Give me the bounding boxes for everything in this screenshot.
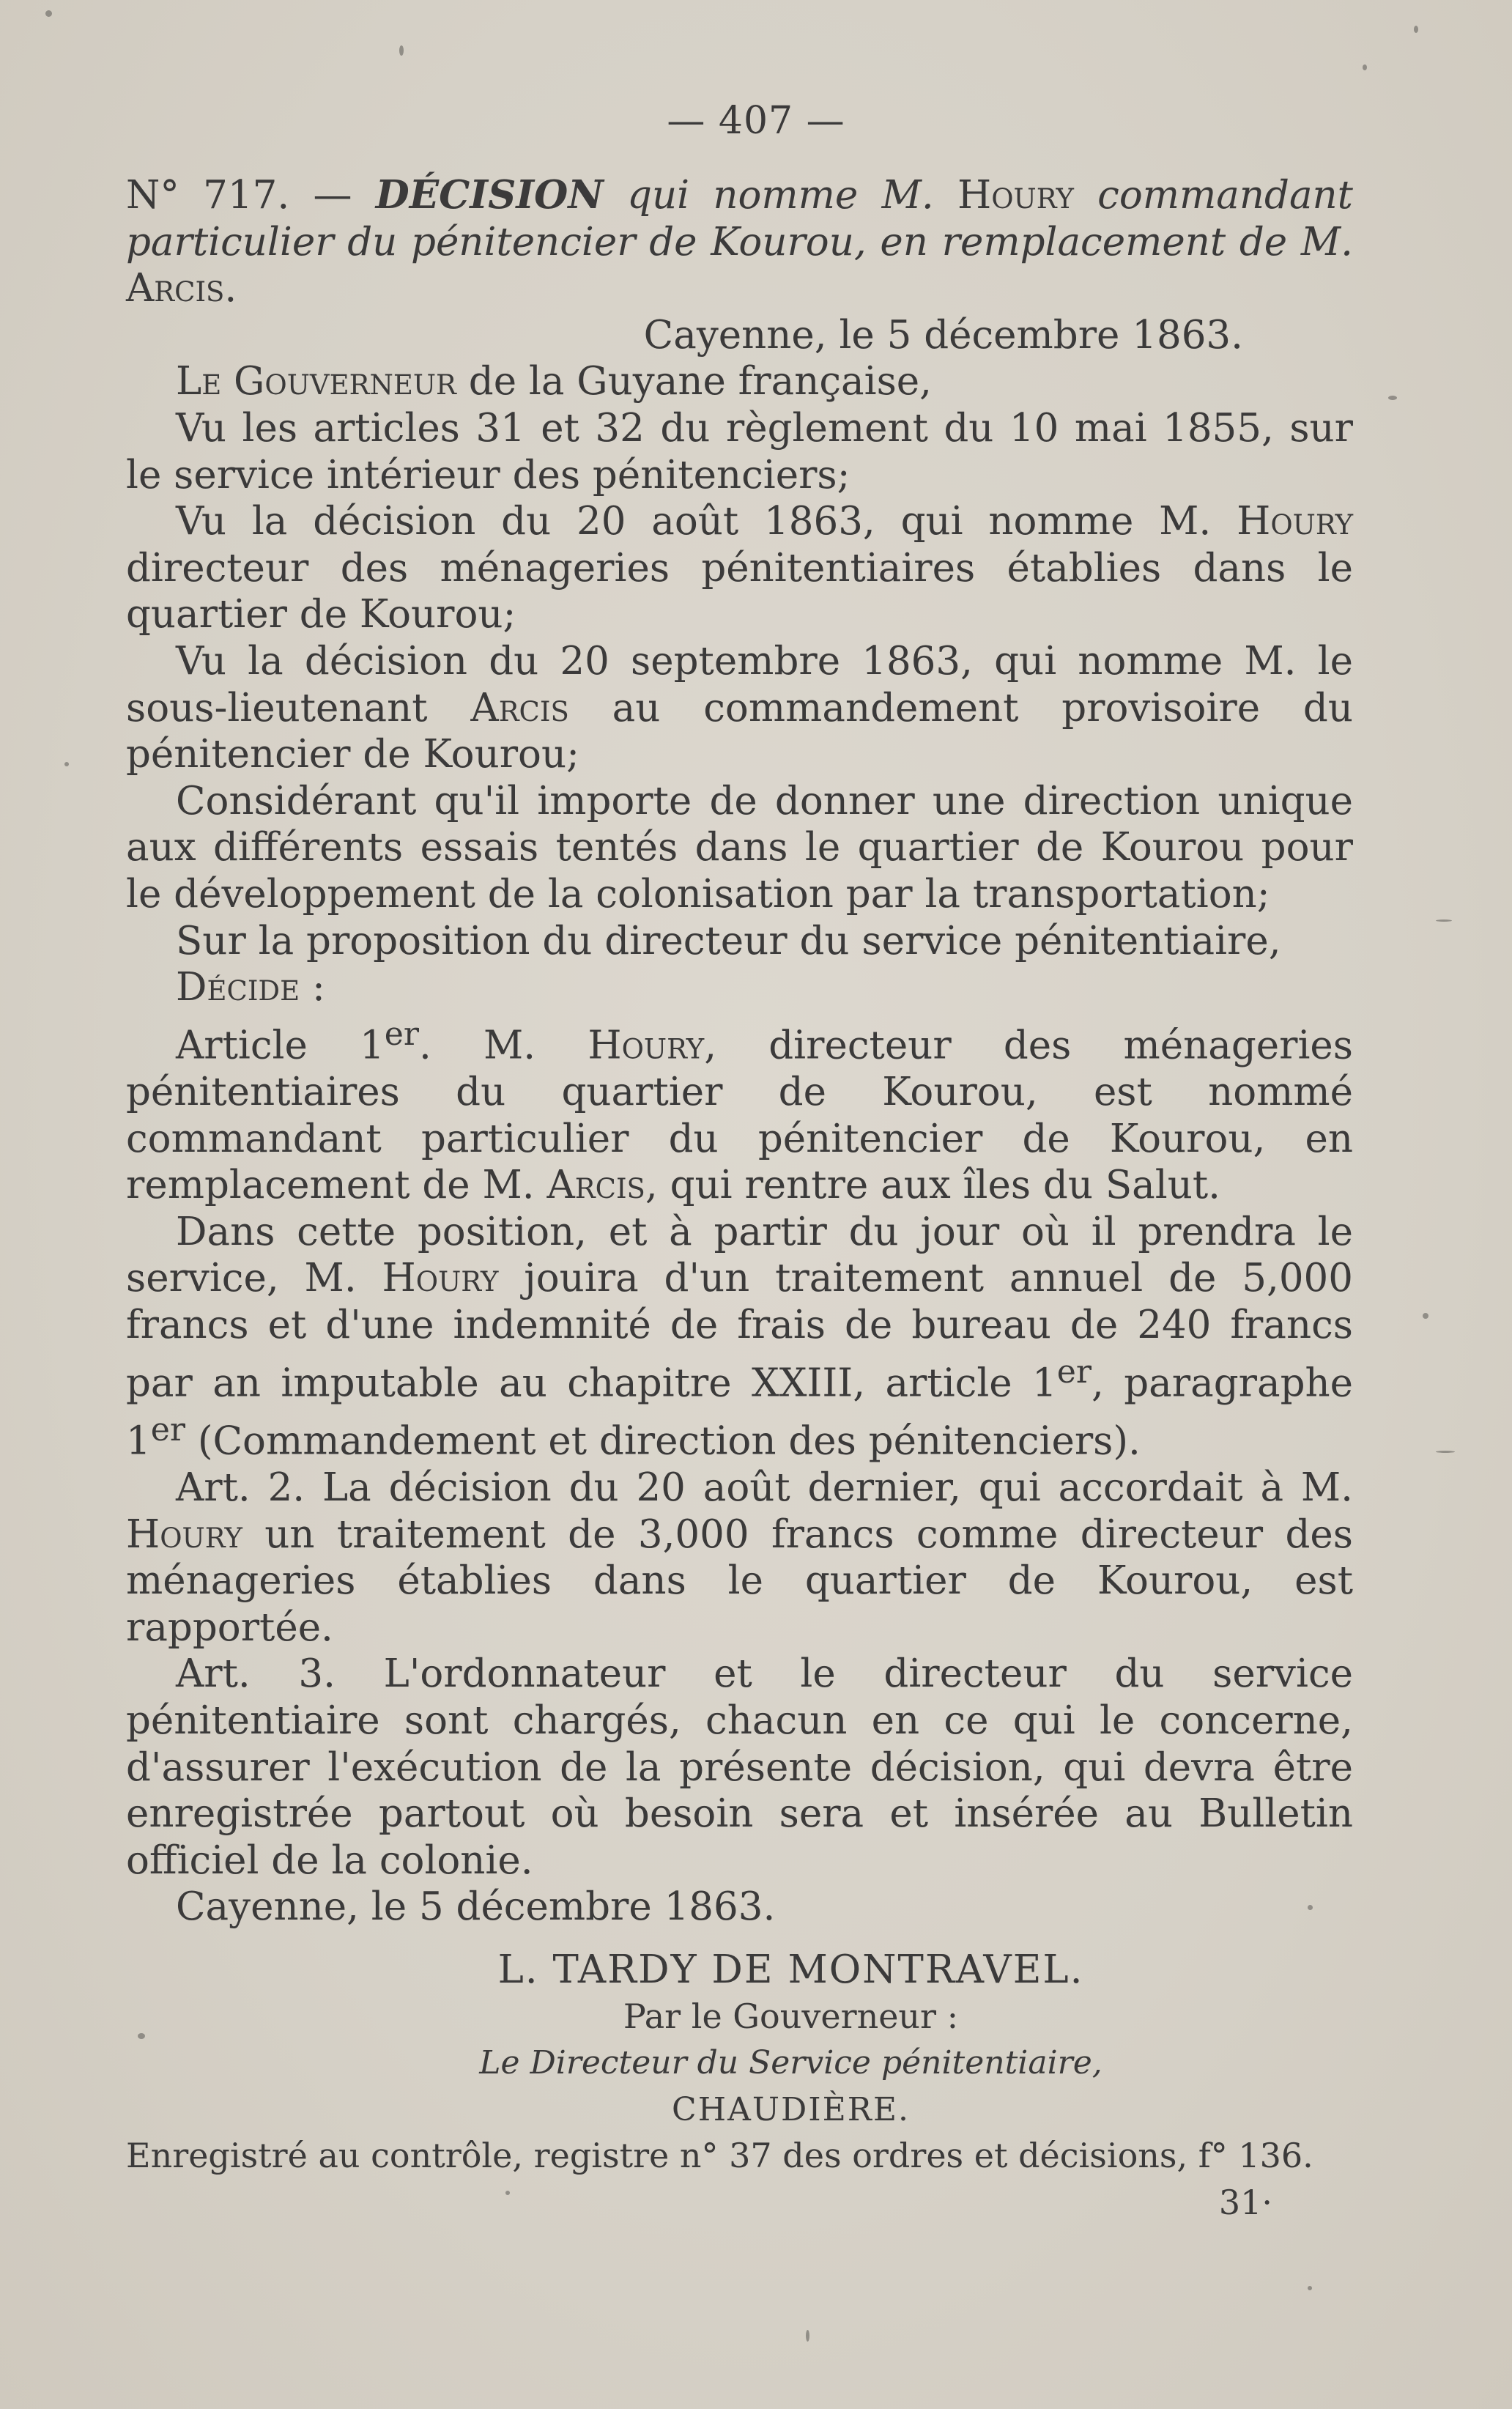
scan-speck: [1436, 919, 1452, 922]
decide-heading: Décide :: [176, 965, 325, 1010]
scan-speck: [1423, 1313, 1428, 1319]
scan-speck: [399, 45, 404, 56]
scan-speck: [1308, 2286, 1312, 2290]
director-signature: CHAUDIÈRE.: [672, 2090, 910, 2128]
scan-speck: [45, 10, 52, 17]
folio-mark: 31·: [1218, 2182, 1272, 2222]
scan-speck: [1436, 1451, 1455, 1453]
decision-number: N° 717. —: [126, 173, 376, 218]
scan-speck: [1414, 26, 1418, 33]
governor-signature: L. TARDY DE MONTRAVEL.: [497, 1947, 1084, 1992]
person-name: Arcis: [546, 1163, 645, 1208]
page-number: — 407 —: [667, 99, 845, 143]
person-name: Houry: [1237, 499, 1353, 544]
scan-speck: [64, 762, 69, 766]
scan-speck: [1388, 396, 1397, 400]
person-name: Houry: [588, 1023, 705, 1068]
governor-line: Le Gouverneur de la Guyane française,: [176, 359, 932, 404]
person-name: Houry: [126, 1511, 242, 1557]
proposition-paragraph: Sur la proposition du directeur du service pénitentiaire,: [176, 918, 1281, 963]
vu-paragraph-2: Vu la décision du 20 août 1863, qui nomme M. Houry directeur des ménageries pénitentiaires établies dans le quartier de Kourou;: [126, 499, 1353, 637]
director-title: Le Directeur du Service pénitentiaire,: [479, 2044, 1102, 2082]
scan-speck: [806, 2330, 809, 2342]
vu-paragraph-1: Vu les articles 31 et 32 du règlement du 10 mai 1855, sur le service intérieur des pénitenciers;: [126, 405, 1353, 497]
article-3: Art. 3. L'ordonnateur et le directeur du service pénitentiaire sont chargés, chacun en ce qui le concerne, d'assurer l'exécution de la présente décision, qui devra être enregistrée partout où besoin sera et insérée au Bulletin officiel de la colonie.: [126, 1651, 1353, 1883]
person-name: Houry: [957, 173, 1074, 218]
position-paragraph: Dans cette position, et à partir du jour où il prendra le service, M. Houry jouira d'un traitement annuel de 5,000 francs et d'une indemnité de frais de bureau de 240 francs par an imputable au chapitre XXIII, article 1er, paragraphe 1er (Commandement et direction des pénitenciers).: [126, 1209, 1354, 1464]
person-name: Arcis: [470, 685, 569, 730]
closing-date: Cayenne, le 5 décembre 1863.: [176, 1884, 776, 1930]
scan-speck: [1363, 64, 1367, 70]
person-name: Houry: [382, 1256, 499, 1301]
article-2: Art. 2. La décision du 20 août dernier, qui accordait à M. Houry un traitement de 3,000 francs comme directeur des ménageries établies dans le quartier de Kourou, est rapportée.: [126, 1465, 1353, 1650]
vu-paragraph-3: Vu la décision du 20 septembre 1863, qui nomme M. le sous-lieutenant Arcis au commandement provisoire du pénitencier de Kourou;: [126, 638, 1353, 777]
decision-title: N° 717. — DÉCISION qui nomme M. Houry commandant particulier du pénitencier de Kourou, en remplacement de M. Arcis.: [126, 172, 1353, 311]
decision-keyword: DÉCISION: [375, 172, 604, 218]
registration-note: Enregistré au contrôle, registre n° 37 des ordres et décisions, f° 136.: [126, 2136, 1313, 2176]
considerant-paragraph: Considérant qu'il importe de donner une direction unique aux différents essais tentés dans le quartier de Kourou pour le développement de la colonisation par la transportation;: [126, 778, 1353, 917]
dateline: Cayenne, le 5 décembre 1863.: [643, 312, 1243, 358]
par-le-gouverneur: Par le Gouverneur :: [623, 1996, 959, 2036]
document-body: [126, 172, 1353, 2227]
person-name: Arcis: [126, 266, 225, 311]
article-1: Article 1er. M. Houry, directeur des ménageries pénitentiaires du quartier de Kourou, est nommé commandant particulier du pénitencier de Kourou, en remplacement de M. Arcis, qui rentre aux îles du Salut.: [126, 1015, 1353, 1208]
